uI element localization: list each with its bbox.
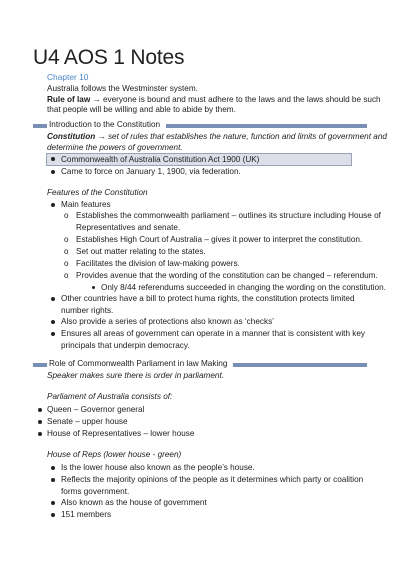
parliament-heading: Parliament of Australia consists of:: [47, 392, 173, 401]
section-heading-parliament: Role of Commonwealth Parliament in law Making: [47, 359, 233, 368]
constitution-def-text: set of rules that establishes the nature, function and limits of government and: [107, 132, 387, 141]
arrow-icon: →: [97, 132, 106, 141]
bullet-icon: [51, 297, 55, 301]
bullet-icon: [51, 170, 55, 174]
list-item: Provides avenue that the wording of the constitution can be changed – referendum.: [76, 271, 378, 280]
bullet-icon: [51, 203, 55, 207]
reps-heading: House of Reps (lower house - green): [47, 450, 182, 459]
list-item: Set out matter relating to the states.: [76, 247, 206, 256]
list-item: Other countries have a bill to protect huma rights, the constitution protects limited: [61, 294, 355, 303]
list-item: Commonwealth of Australia Constitution Act 1900 (UK): [61, 155, 260, 164]
list-item-cont: number rights.: [61, 306, 114, 315]
list-item: Only 8/44 referendums succeeded in changing the wording on the constitution.: [101, 283, 386, 292]
list-item: House of Representatives – lower house: [47, 429, 195, 438]
list-item-cont: Representatives and senate.: [76, 223, 181, 232]
bullet-icon: [51, 478, 55, 482]
list-item: Came to force on January 1, 1900, via federation.: [61, 167, 241, 176]
list-item: 151 members: [61, 510, 112, 519]
sub-bullet-icon: o: [64, 235, 69, 244]
list-item: Ensures all areas of government can operate in a manner that is consistent with key: [61, 329, 366, 338]
list-item-cont: forms government.: [61, 487, 130, 496]
bullet-icon: [51, 332, 55, 336]
sub-bullet-icon: o: [64, 247, 69, 256]
sub-bullet-icon: o: [64, 211, 69, 220]
list-item: Is the lower house also known as the people’s house.: [61, 463, 255, 472]
bullet-icon: [51, 157, 55, 161]
arrow-icon: →: [92, 95, 101, 104]
constitution-label: Constitution: [47, 132, 96, 141]
bullet-icon: [51, 513, 55, 517]
bullet-icon: [51, 320, 55, 324]
list-item: Senate – upper house: [47, 417, 128, 426]
sub-bullet-icon: o: [64, 271, 69, 280]
list-item: Main features: [61, 200, 111, 209]
bullet-icon: [51, 466, 55, 470]
list-item: Also known as the house of government: [61, 498, 207, 507]
list-item: Facilitates the division of law-making powers.: [76, 259, 240, 268]
section-heading-constitution: Introduction to the Constitution: [47, 120, 166, 129]
bullet-icon: [92, 286, 95, 289]
speaker-note: Speaker makes sure there is order in parliament.: [47, 371, 225, 380]
constitution-def-text-cont: determine the powers of government.: [47, 143, 183, 152]
list-item: Establishes High Court of Australia – gives it power to interpret the constitution.: [76, 235, 363, 244]
list-item-cont: principals that underpin democracy.: [61, 341, 190, 350]
list-item: Reflects the majority opinions of the people as it determines which party or coalition: [61, 475, 364, 484]
list-item: Also provide a series of protections also known as ‘checks’: [61, 317, 274, 326]
rule-of-law-label: Rule of law: [47, 95, 91, 104]
rule-of-law-text: everyone is bound and must adhere to the laws and the laws should be such: [102, 95, 381, 104]
sub-bullet-icon: o: [64, 259, 69, 268]
list-item: Queen – Governor general: [47, 405, 145, 414]
bullet-icon: [38, 420, 42, 424]
intro-line: Australia follows the Westminster system.: [47, 84, 198, 93]
bullet-icon: [51, 501, 55, 505]
bullet-icon: [38, 408, 42, 412]
rule-of-law-text-cont: that people will be willing and able to abide by them.: [47, 105, 236, 114]
chapter-label: Chapter 10: [47, 72, 89, 82]
page-title: U4 AOS 1 Notes: [33, 46, 185, 69]
features-heading: Features of the Constitution: [47, 188, 148, 197]
bullet-icon: [38, 432, 42, 436]
list-item: Establishes the commonwealth parliament – outlines its structure including House of: [76, 211, 381, 220]
constitution-definition: [47, 131, 387, 142]
